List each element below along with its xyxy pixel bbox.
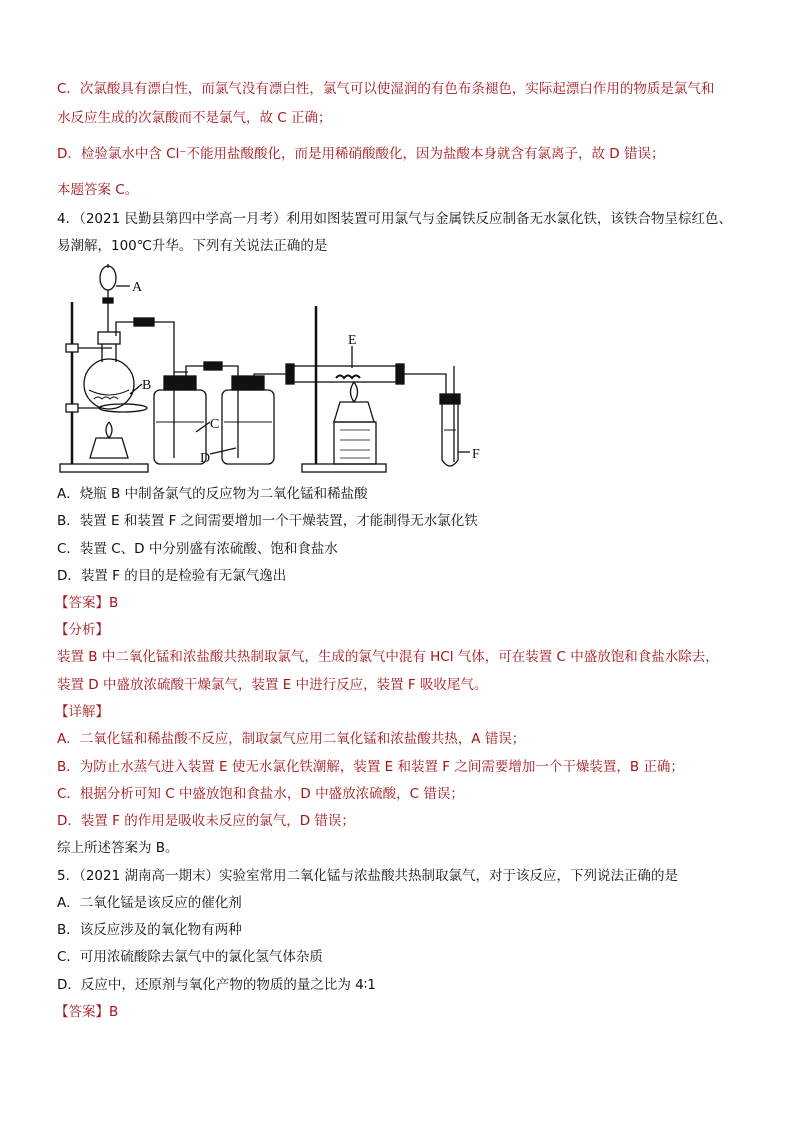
analysis-tag-4: 【分析】 <box>55 622 109 638</box>
ring-clamp <box>66 404 78 412</box>
tube-e-stopper-left <box>286 364 294 384</box>
label-c-leader <box>196 422 210 432</box>
answer-tag-4: 【答案】B <box>55 595 119 611</box>
question-5-stem: 5．（2021 湖南高一期末）实验室常用二氧化锰与浓盐酸共热制取氯气，对于该反应，下列说法正确的是 <box>57 868 678 884</box>
analysis-4-line-1: 装置 B 中二氧化锰和浓盐酸共热制取氯气，生成的氯气中混有 HCl 气体，可在装置 C 中盛放饱和食盐水除去， <box>57 649 719 665</box>
analysis-4-line-2: 装置 D 中盛放浓硫酸干燥氯气，装置 E 中进行反应，装置 F 吸收尾气。 <box>57 677 488 693</box>
detail-4-d: D．装置 F 的作用是吸收未反应的氯气，D 错误； <box>57 813 355 829</box>
test-tube-f <box>442 402 458 466</box>
question-4-stem: 4．（2021 民勤县第四中学高一月考）利用如图装置可用氯气与金属铁反应制备无水氯化铁，该铁合物呈棕红色、 <box>57 211 732 227</box>
flask-stopper <box>98 332 120 344</box>
option-5c: C．可用浓硫酸除去氯气中的氯化氢气体杂质 <box>57 949 323 965</box>
clamp-upper <box>66 344 78 352</box>
analysis-line-c-cont: 水反应生成的次氯酸而不是氯气，故 C 正确； <box>57 110 332 126</box>
option-4d: D．装置 F 的目的是检验有无氯气逸出 <box>57 568 287 584</box>
answer-summary: 本题答案 C。 <box>57 182 139 198</box>
tube-connector-2 <box>204 362 222 370</box>
combustion-tube-e <box>290 366 400 382</box>
bottle-d-stopper <box>232 376 264 390</box>
tube-to-c <box>154 322 188 372</box>
option-4a: A．烧瓶 B 中制备氯气的反应物为二氧化锰和稀盐酸 <box>57 486 368 502</box>
flame-right <box>351 382 358 402</box>
detail-4-a: A．二氧化锰和稀盐酸不反应，制取氯气应用二氧化锰和浓盐酸共热，A 错误； <box>57 731 526 747</box>
option-5a: A．二氧化锰是该反应的催化剂 <box>57 895 242 911</box>
alcohol-lamp-right <box>334 402 374 422</box>
iron-powder <box>336 376 360 379</box>
option-4c: C．装置 C、D 中分别盛有浓硫酸、饱和食盐水 <box>57 541 338 557</box>
option-5d: D．反应中，还原剂与氧化产物的物质的量之比为 4∶1 <box>57 977 376 993</box>
label-a: A <box>132 280 143 295</box>
bottle-c-stopper <box>164 376 196 390</box>
label-b: B <box>142 378 152 393</box>
detail-4-c: C．根据分析可知 C 中盛放饱和食盐水，D 中盛放浓硫酸，C 错误； <box>57 786 464 802</box>
option-4b: B．装置 E 和装置 F 之间需要增加一个干燥装置，才能制得无水氯化铁 <box>57 513 478 529</box>
answer-tag-5: 【答案】B <box>55 1004 119 1020</box>
washing-bottle-c <box>154 390 206 464</box>
test-tube-f-stopper <box>440 394 460 404</box>
tube-to-f <box>404 374 446 396</box>
round-bottom-flask <box>84 359 134 409</box>
question-4-stem-cont: 易潮解，100℃升华。下列有关说法正确的是 <box>57 238 328 254</box>
funnel-bulb <box>100 266 116 290</box>
alcohol-lamp-left <box>90 438 128 458</box>
label-f: F <box>472 447 480 462</box>
washing-bottle-d <box>222 390 274 464</box>
detail-tag-4: 【详解】 <box>55 704 109 720</box>
wood-grain <box>340 430 370 458</box>
stand-base-left <box>60 464 148 472</box>
label-c: C <box>210 417 220 432</box>
conclusion-4: 综上所述答案为 B。 <box>57 840 179 856</box>
flask-solid <box>94 397 118 399</box>
funnel-stopcock <box>103 298 113 303</box>
flame-left <box>106 422 112 438</box>
analysis-line-d: D．检验氯水中含 Cl⁻不能用盐酸酸化，而是用稀硝酸酸化，因为盐酸本身就含有氯离子，故 D 错误； <box>57 146 665 162</box>
label-b-leader <box>130 384 142 394</box>
tube-e-stopper-right <box>396 364 404 384</box>
label-d: D <box>200 451 211 466</box>
detail-4-b: B．为防止水蒸气进入装置 E 使无水氯化铁潮解，装置 E 和装置 F 之间需要增加一个干燥装置，B 正确； <box>57 759 684 775</box>
flask-liquid <box>89 390 129 395</box>
tube-to-d <box>222 366 238 374</box>
stand-base-right <box>302 464 386 472</box>
label-e: E <box>348 333 357 348</box>
option-5b: B．该反应涉及的氧化物有两种 <box>57 922 242 938</box>
tube-c-d <box>186 366 206 372</box>
apparatus-diagram <box>58 262 490 478</box>
analysis-line-c: C．次氯酸具有漂白性，而氯气没有漂白性，氯气可以使湿润的有色布条褪色，实际起漂白作用的物质是氯气和 <box>57 81 715 97</box>
tube-connector-1 <box>134 318 154 326</box>
label-d-leader <box>210 448 236 454</box>
